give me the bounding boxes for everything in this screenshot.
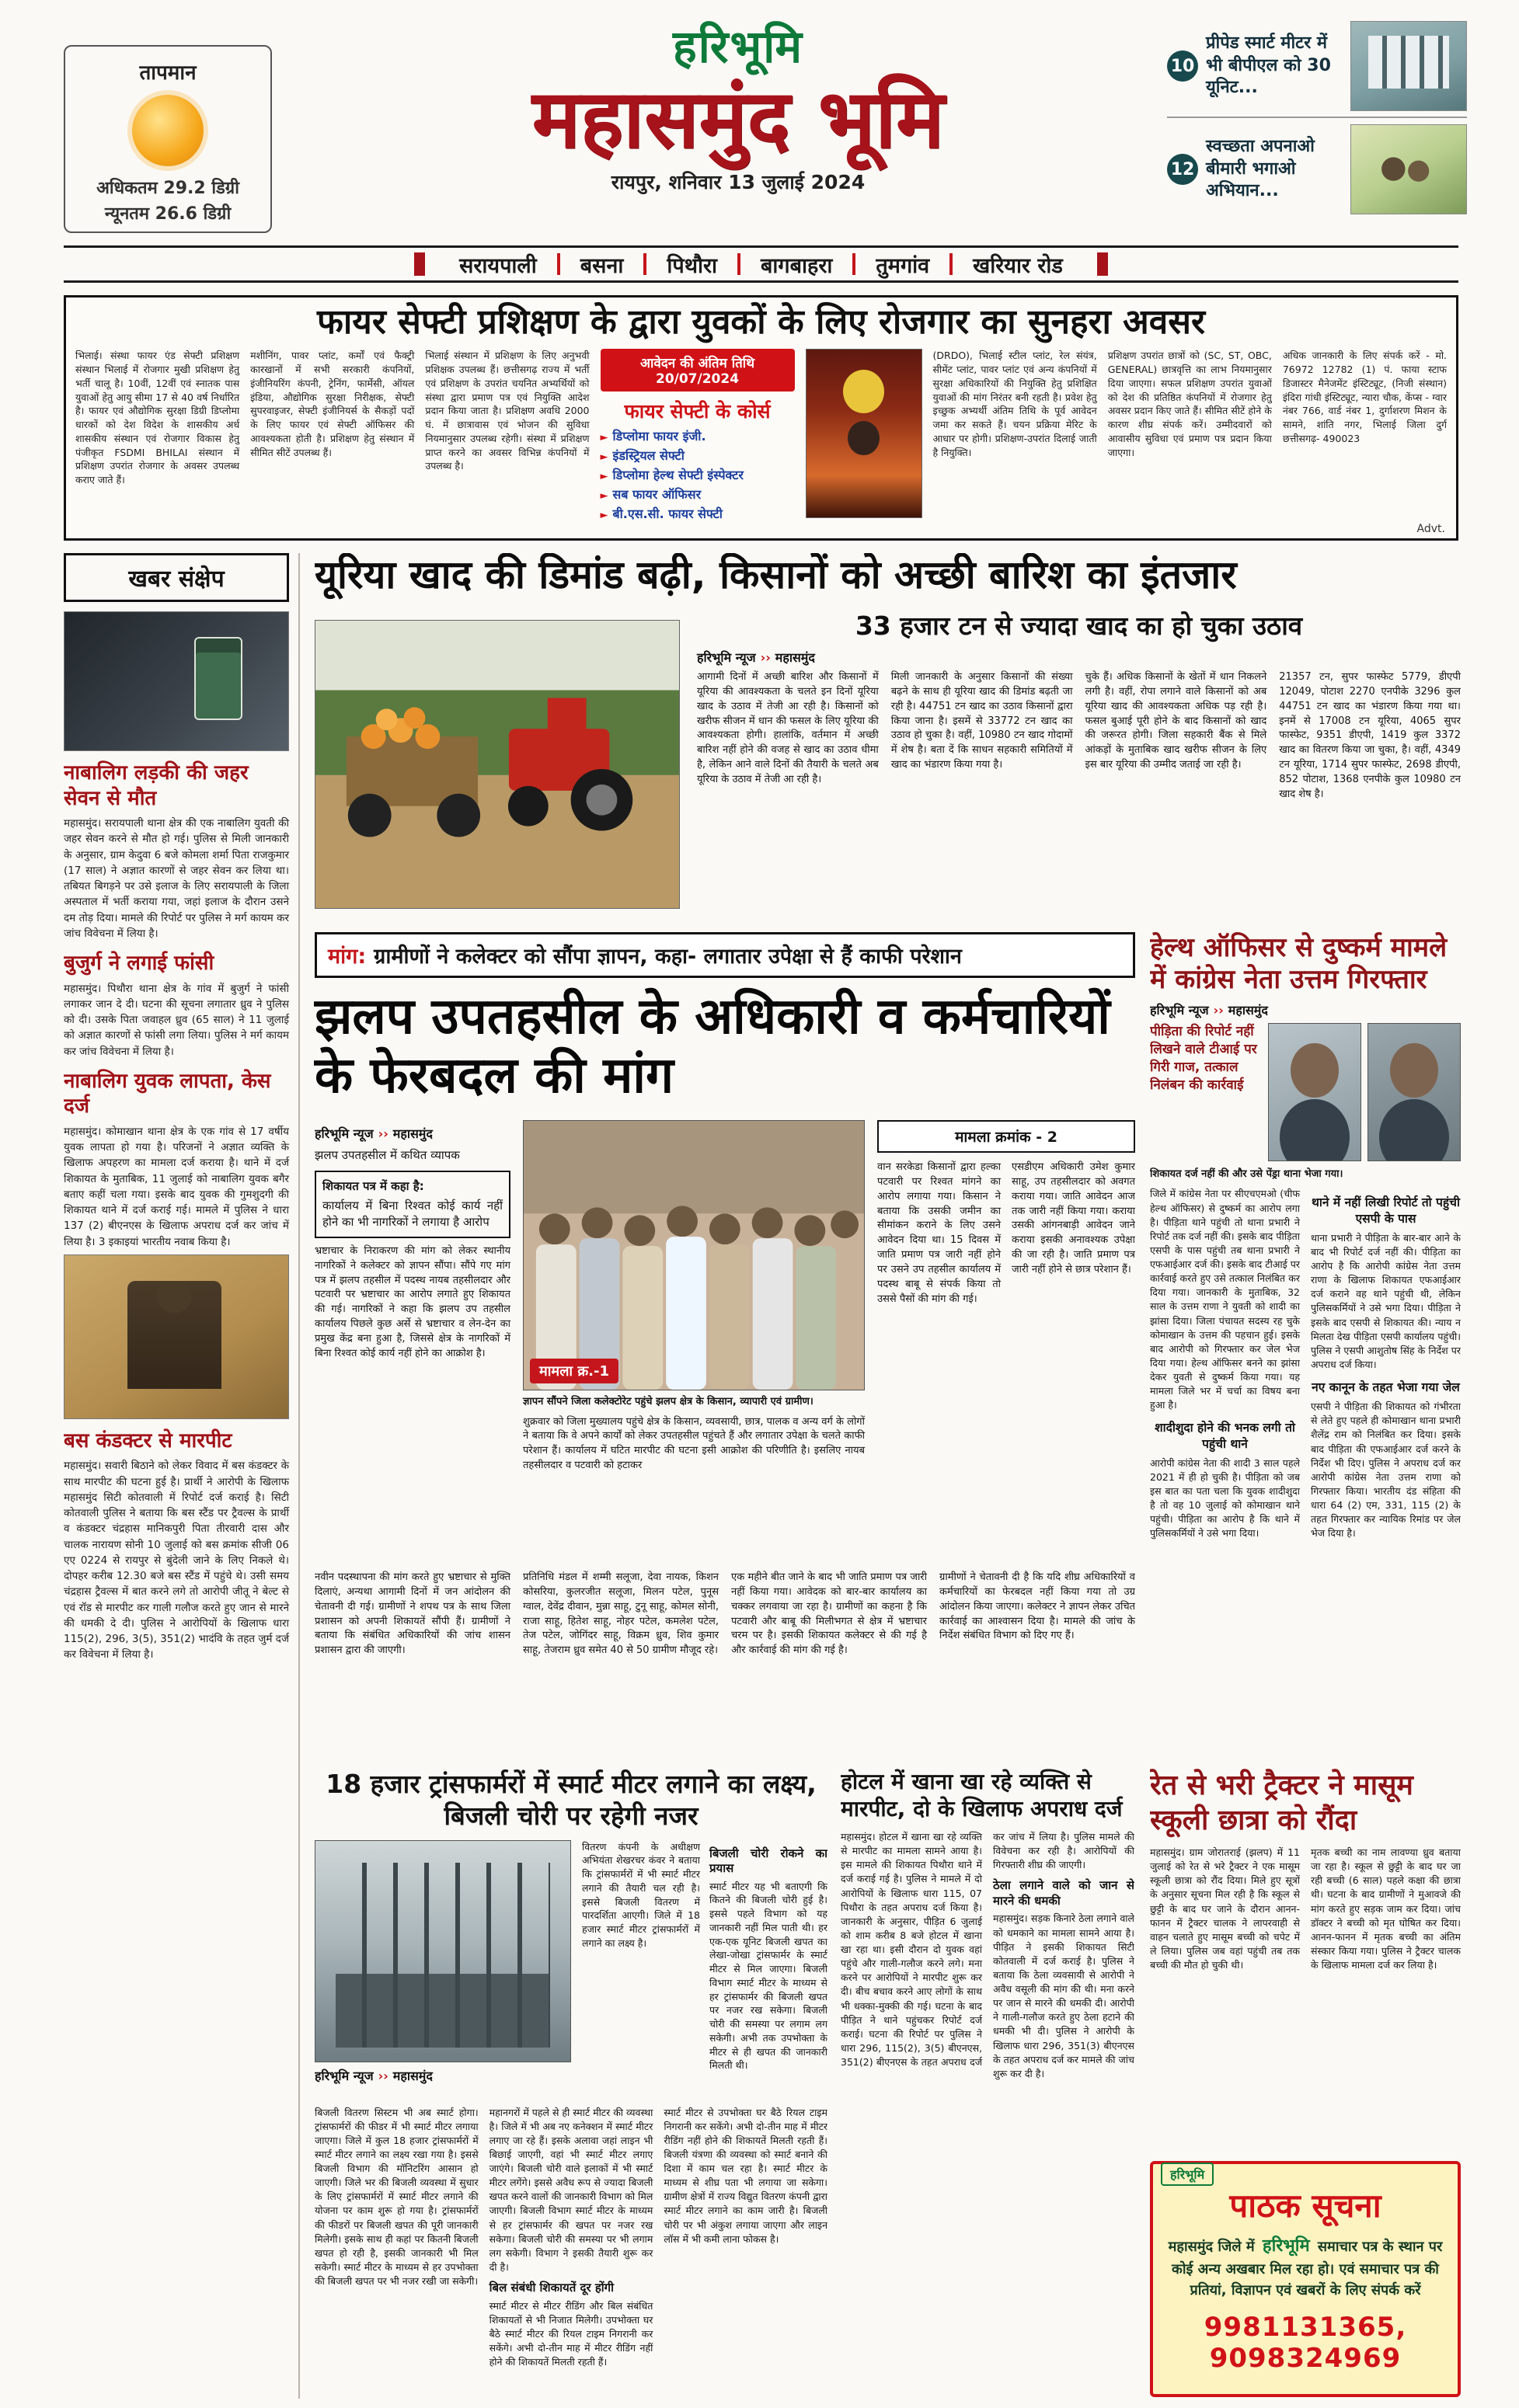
byline-arrows-icon: ››	[378, 1126, 388, 1141]
teaser-text: प्रीपेड स्मार्ट मीटर में भी बीपीएल को 30 यूनिट...	[1206, 33, 1331, 98]
fire-ad-text-col: (DRDO), भिलाई स्टील प्लांट, रेल संयंत्र, सीमेंट प्लांट, पावर प्लांट एवं अन्य कंपनियों में सुरक्षा अधिकारियों की नियुक्ति हेतु प्रशिक्षित युवाओं की मांग निरंतर बनी रहती है। प्रवेश हेतु इच्छुक अभ्यर्थी अंतिम तिथि के पूर्व आवेदन जमा कर सकते हैं। चयन प्रक्रिया मेरिट के आधार पर होगी। प्रशिक्षण-उपरांत दिलाई जाती है नियुक्ति।	[932, 350, 1097, 458]
notice-text: समाचार पत्र के स्थान पर कोई अन्य अखबार मिल रहा हो। एवं समाचार पत्र की प्रतियां, विज्ञापन एवं खबरों के लिए संपर्क करें	[1172, 2239, 1443, 2298]
notice-title: पाठक सूचना	[1229, 2187, 1381, 2225]
page-number-badge: 10	[1167, 50, 1198, 82]
complaint-box-text: कार्यालय में बिना रिश्वत कोई कार्य नहीं होने का भी नागरिकों ने लगाया है आरोप	[322, 1198, 503, 1229]
brand-logo: हरिभूमि	[672, 20, 804, 73]
brief-body: महासमुंद। सरायपाली थाना क्षेत्र की एक नाबालिग युवती की जहर सेवन करने से मौत हो गई। पुलिस से मिली जानकारी के अनुसार, ग्राम केदुवा 6 बजे कोमला शर्मा पिता राजकुमार (17 साल) ने अज्ञात कारणों से जहर सेवन कर लिया था। तबियत बिगड़ने पर उसे इलाज के लिए सरायपाली के जिला अस्पताल में भर्ती कराया गया, जहां इलाज के दौरान उसने दम तोड़ दिया। मामले की रिपोर्ट पर पुलिस ने मर्ग कायम कर जांच विवेचना में लिया है।	[64, 817, 289, 940]
body-text: जिले में कांग्रेस नेता पर सीएचएमओ (चीफ हेल्थ ऑफिसर) से दुष्कर्म का आरोप लगा है। पीड़िता थाने पहुंची तो थाना प्रभारी ने रिपोर्ट तक दर्ज नहीं की। इसके बाद पीड़िता एसपी के पास पहुंची तब थाना प्रभारी ने एफआईआर दर्ज की। इसके बाद टीआई पर कार्रवाई करते हुए उसे तत्काल निलंबित कर दिया गया। जानकारी के मुताबिक, 32 साल के उत्तम राणा ने युवती को शादी का झांसा दिया। जिला पंचायत सदस्य रह चुके कोमाखान के उत्तम की पहचान हुई। इसके बाद आरोपी को गिरफ्तार कर जेल भेज दिया गया। हेल्थ ऑफिसर बनने का झांसा देकर युवती से दुष्कर्म किया गया। यह मामला जिले भर में चर्चा का विषय बना हुआ है।	[1150, 1188, 1300, 1411]
body-text: भ्रष्टाचार के निराकरण की मांग को लेकर स्थानीय नागरिकों ने कलेक्टर को ज्ञापन सौंपा। सौंपे गए मांग पत्र में झलप तहसील में पदस्थ नायब तहसीलदार और पटवारी पर भ्रष्टाचार का आरोप लगाते हुए शिकायत की गई। नागरिकों ने कहा कि झलप उप तहसील कार्यालय पिछले कुछ अर्से से भ्रष्टाचार व लेन-देन का प्रमुख केंद्र बना हुआ है, जिससे क्षेत्र के नागरिकों में बिना रिश्वत कोई कार्य नहीं होने का आक्रोश है।	[315, 1244, 510, 1359]
body-text: आरोपी कांग्रेस नेता की शादी 3 साल पहले 2021 में ही हो चुकी है। पीड़िता को जब इस बात का पता चला कि युवक शादीशुदा है तो वह 10 जुलाई को कोमाखान थाने पहुंची। पीड़िता का आरोप है कि थाने में पुलिसकर्मियों ने उसे भगा दिया।	[1150, 1456, 1300, 1540]
temperature-box	[64, 45, 272, 233]
news-briefs-sidebar	[64, 553, 300, 2399]
body-text: स्मार्ट मीटर से मीटर रीडिंग और बिल संबंधित शिकायतों से भी निजात मिलेगी। उपभोक्ता घर बैठे स्मार्ट मीटर की रियल टाइम निगरानी कर सकेंगे। अभी दो-तीन माह में मीटर रीडिंग नहीं होने की शिकायतें मिलती रहती हैं।	[489, 2299, 653, 2368]
nav-item-bagbahara: बागबाहरा	[761, 253, 833, 278]
health-headline: हेल्थ ऑफिसर से दुष्कर्म मामले में कांग्रेस नेता उत्तम गिरफ्तार	[1150, 932, 1448, 996]
body-text: वितरण कंपनी के अधीक्षण अभियंता शेखरचर कंवर ने बताया कि ट्रांसफार्मरों में भी स्मार्ट मीटर लगाने की तैयारी चल रही है। इससे बिजली वितरण में पारदर्शिता आएगी। जिले में 18 हजार स्मार्ट मीटर ट्रांसफार्मरों में लगाने का लक्ष्य है।	[582, 1840, 700, 1949]
jhalap-headline: झलप उपतहसील के अधिकारी व कर्मचारियों के फेरबदल की मांग	[315, 988, 1110, 1105]
complaint-box-title: शिकायत पत्र में कहा है:	[322, 1178, 424, 1193]
teaser-item	[1167, 118, 1467, 221]
body-text: 21357 टन, सुपर फास्फेट 5779, डीएपी 12049, पोटाश 2270 एनपीके 3296 कुल 44751 टन खाद का भंडारण किया गया था। इनमें से 17008 टन यूरिया, 4065 सुपर फास्फेट, 9351 डीएपी, 1419 कुल 3372 खाद का वितरण किया जा चुका, है। वहीं, 4349 टन यूरिया, 1714 सुपर फास्फेट, 2698 डीएपी, 852 पोटाश, 1368 एनपीके कुल 10980 टन खाद शेष है।	[1279, 671, 1461, 800]
byline-arrows-icon: ››	[378, 2068, 388, 2083]
nav-item-khariar-road: खरियार रोड	[973, 253, 1063, 278]
bullet-icon: ►	[600, 509, 608, 521]
bullet-icon: ►	[600, 432, 608, 444]
health-officer-article	[1150, 932, 1461, 1757]
body-text: थाना प्रभारी ने पीड़िता के बार-बार आने के बाद भी रिपोर्ट दर्ज नहीं की। पीड़िता का आरोप है कि आरोपी कांग्रेस नेता उत्तम राणा के खिलाफ शिकायत एफआईआर दर्ज कराने वह थाने पहुंची थी, लेकिन पुलिसकर्मियों ने उसे भगा दिया। पीड़िता ने इसके बाद एसपी से शिकायत की। न्याय न मिलता देख पीड़िता एसपी कार्यालय पहुंची। पुलिस ने एसपी आशुतोष सिंह के निर्देश पर अपराध दर्ज किया।	[1311, 1231, 1461, 1370]
nav-item-saraipali: सरायपाली	[459, 253, 537, 278]
course-item: ► सब फायर ऑफिसर	[600, 486, 702, 502]
byline-agency: हरिभूमि न्यूज	[1150, 1002, 1209, 1018]
bullet-icon: ►	[600, 489, 608, 502]
fire-ad-text-col: भिलाई संस्थान में प्रशिक्षण के लिए अनुभवी प्रशिक्षक उपलब्ध हैं। छत्तीसगढ़ राज्य में भर्ती एवं प्रशिक्षण के उपरांत चयनित अभ्यर्थियों को संस्था द्वारा प्रमाण पत्र एवं नियुक्ति आदेश प्रदान किया जाता है। प्रशिक्षण अवधि 2000 घं. में छात्रावास एवं भोजन की सुविधा नियमानुसार उपलब्ध रहेगी। संस्था में प्रशिक्षण प्राप्त करने का अवसर विभिन्न कंपनियों में उपलब्ध है।	[425, 350, 590, 472]
nav-end-cap	[1097, 252, 1108, 276]
notice-body	[1164, 2233, 1447, 2301]
poison-bottle-photo	[64, 611, 289, 751]
byline-location: महासमुंद	[775, 650, 815, 665]
lede: झलप उपतहसील में कथित व्यापक	[315, 1148, 460, 1163]
complaint-box	[315, 1171, 510, 1238]
officer-portrait-photo	[1367, 1023, 1461, 1161]
briefs-title: खबर संक्षेप	[64, 553, 289, 602]
fire-ad-text-col: अधिक जानकारी के लिए संपर्क करें - मो. 76972 12782 (1) पं. फाया स्टाफ डिजास्टर मैनेजमेंट इंस्टिट्यूट, (निजी संस्थान) इंदिरा गांधी इंस्टिट्यूट, न्यारा चौक, केंप्स - ग्वार नंबर 766, वार्ड नंबर 1, दुर्गाशरण मिशन के सामने, शांति नगर, भिलाई जिला दुर्ग छत्तीसगढ़- 490023	[1282, 350, 1447, 444]
nav-item-pithora: पिथौरा	[667, 253, 717, 278]
fire-ad-headline: फायर सेफ्टी प्रशिक्षण के द्वारा युवकों के लिए रोजगार का सुनहरा अवसर	[316, 302, 1205, 342]
subhead: थाने में नहीं लिखी रिपोर्ट तो पहुंची एसपी के पास	[1312, 1195, 1460, 1226]
page-number-badge: 12	[1167, 154, 1198, 185]
tractor-fertilizer-photo	[315, 620, 680, 909]
body-text: मिली जानकारी के अनुसार किसानों की संख्या बढ़ने के साथ ही यूरिया खाद की डिमांड बढ़ती जा रही है। 44751 टन खाद का उठाव किसानों द्वारा किया जाना है। इसमें से 33772 टन खाद का उठाव हो चुका है। वहीं, 10980 टन खाद गोदामों में शेष है। बता दें कि साधन सहकारी समितियों में खाद का भंडारण किया गया है।	[890, 671, 1073, 771]
section-nav	[64, 245, 1458, 283]
accused-portrait-photo	[1268, 1023, 1361, 1161]
brief-headline: नाबालिग युवक लापता, केस दर्ज	[64, 1069, 271, 1119]
masthead	[334, 14, 1142, 195]
hotel-headline: होटल में खाना खा रहे व्यक्ति से मारपीट, दो के खिलाफ अपराध दर्ज	[841, 1769, 1123, 1822]
smart-meter-teaser-photo	[1350, 21, 1467, 111]
course-item: ► डिप्लोमा फायर इंजी.	[600, 429, 706, 444]
fire-ad-text-col: भिलाई। संस्था फायर एंड सेफ्टी प्रशिक्षण संस्थान भिलाई में रोजगार मुखी प्रशिक्षण हेतु भर्ती चालू है। 10वीं, 12वीं एवं स्नातक पास युवाओं हेतु आयु सीमा 17 से 40 वर्ष निर्धारित है। फायर एवं औद्योगिक सुरक्षा डिग्री डिप्लोमा धारकों को देश विदेश के शासकीय अर्ध शासकीय संस्थान एवं रोजगार विकास हेतु पंजीकृत FSDMI BHILAI संस्थान में प्रशिक्षण उपरांत रोजगार के अवसर उपलब्ध कराए जाते हैं।	[75, 350, 240, 486]
jhalap-continuation	[315, 1571, 1135, 1757]
tractor-headline: रेत से भरी ट्रैक्टर ने मासूम स्कूली छात्रा को रौंदा	[1150, 1769, 1413, 1836]
temperature-title: तापमान	[139, 61, 197, 85]
brief-headline: बुजुर्ग ने लगाई फांसी	[64, 952, 214, 975]
body-text: महासमुंद। होटल में खाना खा रहे व्यक्ति से मारपीट का मामला सामने आया है। इस मामले की शिकायत पिथौरा थाने में दर्ज कराई गई है। पुलिस ने मामले में दो आरोपियों के खिलाफ धारा 115, 07 पिथौरा के तहत अपराध दर्ज किया है। जानकारी के अनुसार, पीड़ित 6 जुलाई को शाम करीब 8 बजे होटल में खाना खा रहा था। इसी दौरान दो युवक वहां पहुंचे और गाली-गलौज करने लगे। मना करने पर आरोपियों ने मारपीट शुरू कर दी। बीच बचाव करने आए लोगों के साथ भी धक्का-मुक्की की गई। घटना के बाद पीड़ित ने थाने पहुंचकर रिपोर्ट दर्ज कराई। घटना की रिपोर्ट पर पुलिस ने धारा 296, 115(2), 3(5) बीएनएस, 351(2) बीएनएस के तहत अपराध दर्ज कर जांच में लिया है। पुलिस मामले की विवेचना कर रही है। आरोपियों की गिरफ्तारी शीघ्र की जाएगी।	[841, 1831, 1134, 2068]
tractor-photo-graphic	[315, 621, 679, 908]
body-text: स्मार्ट मीटर से उपभोक्ता घर बैठे रियल टाइम निगरानी कर सकेंगे। अभी दो-तीन माह में मीटर रीडिंग नहीं होने की शिकायतें मिलती रहती हैं। बिजली यंत्रणा की व्यवस्था को स्मार्ट बनाने की दिशा में काम चल रहा है। स्मार्ट मीटर के माध्यम से शीघ्र पता भी लगाया जा सकेगा। ग्रामीण क्षेत्रों में राज्य विद्युत वितरण कंपनी द्वारा स्मार्ट मीटर लगाने का काम जारी है। बिजली चोरी पर भी अंकुश लगाया जाएगा और लाइन लॉस में भी कमी लाना फोकस है।	[664, 2106, 827, 2245]
byline	[1150, 1001, 1461, 1018]
firefighter-photo	[806, 349, 922, 518]
body-text: मृतक बच्ची का नाम लावण्या ध्रुव बताया जा रहा है। स्कूल से छुट्टी के बाद घर जा रही बच्ची (6 साल) पहले कक्षा की छात्रा थी। घटना के बाद ग्रामीणों ने मुआवजे की मांग करते हुए सड़क जाम कर दिया। जांच डॉक्टर ने बच्ची को मृत घोषित कर दिया। आनन-फानन में मृतक बच्ची का अंतिम संस्कार किया गया। पुलिस ने ट्रैक्टर चालक के खिलाफ मामला दर्ज कर लिया है।	[1311, 1846, 1461, 1971]
body-text: चुके हैं। अधिक किसानों के खेतों में धान निकलने लगी है। वहीं, रोपा लगाने वाले किसानों को अब यूरिया खाद की आवश्यकता अधिक पड़ रही है। फसल बुआई पूरी होने के बाद किसानों को खाद की जरूरत होगी। जिला सहकारी बैंक से मिले आंकड़ों के मुताबिक खाद खरीफ सीजन के लिए इस बार यूरिया की उम्मीद जताई जा रही है।	[1085, 671, 1267, 771]
subhead: बिजली चोरी रोकने का प्रयास	[709, 1846, 827, 1875]
cleanliness-teaser-photo	[1350, 124, 1467, 214]
bullet-icon: ►	[600, 470, 608, 482]
temp-max: अधिकतम 29.2 डिग्री	[96, 179, 239, 198]
course-item: ► इंडस्ट्रियल सेफ्टी	[600, 448, 685, 464]
byline	[697, 649, 1461, 666]
meter-headline: 18 हजार ट्रांसफार्मरों में स्मार्ट मीटर लगाने का लक्ष्य, बिजली चोरी पर रहेगी नजर	[326, 1769, 817, 1832]
notice-line1: महासमुंद जिले में	[1168, 2239, 1255, 2255]
photo-caption: शिकायत दर्ज नहीं की और उसे पेंड्रा थाना भेजा गया।	[1150, 1167, 1343, 1180]
contact-phone-numbers: 9981131365, 9098324969	[1204, 2312, 1407, 2374]
body-text: आगामी दिनों में अच्छी बारिश और किसानों में यूरिया की आवश्यकता के चलते इन दिनों यूरिया खाद के उठाव में तेजी आ रही है। किसानों को खरीफ सीजन में धान की फसल के लिए यूरिया की आवश्यकता होगी। हालांकि, वर्तमान में अच्छी बारिश नहीं होने की वजह से खाद का उठाव धीमा है, लेकिन आने वाले दिनों की तैयारी के चलते अब यूरिया के उठाव में तेजी आ रही है।	[697, 671, 879, 785]
byline-location: महासमुंद	[392, 2068, 433, 2083]
brief-body: महासमुंद। पिथौरा थाना क्षेत्र के गांव में बुजुर्ग ने फांसी लगाकर जान दे दी। घटना की सूचना लगातार ध्रुव ने पुलिस को दी। उसके पिता जवाहल ध्रुव (65 साल) ने 11 जुलाई को अज्ञात कारणों से फांसी लगा लिया। पुलिस ने मर्ग कायम कर जांच विवेचना में लिया है।	[64, 982, 289, 1058]
hotel-assault-article	[841, 1768, 1134, 2399]
byline-location: महासमुंद	[1228, 1002, 1268, 1018]
course-item: ► डिप्लोमा हेल्थ सेफ्टी इंस्पेक्टर	[600, 467, 744, 482]
body-text: एसपी ने पीड़िता की शिकायत को गंभीरता से लेते हुए पहले ही कोमाखान थाना प्रभारी शैलेंद्र राम को निलंबित कर दिया। इसके बाद पीड़िता की एफआईआर दर्ज करने के निर्देश भी दिए। पुलिस ने अपराध दर्ज कर आरोपी कांग्रेस नेता उत्तम राणा को गिरफ्तार किया। भारतीय दंड संहिता की धारा 64 (2) एम, 331, 115 (2) के तहत गिरफ्तार कर न्यायिक रिमांड पर जेल भेज दिया है।	[1311, 1401, 1461, 1540]
body-text: ग्रामीणों ने चेतावनी दी है कि यदि शीघ्र अधिकारियों व कर्मचारियों का फेरबदल नहीं किया गया तो उग्र आंदोलन किया जाएगा। कलेक्टर ने ज्ञापन लेकर उचित कार्रवाई का आश्वासन दिया है। मामले की जांच के निर्देश संबंधित विभाग को दिए गए हैं।	[939, 1571, 1135, 1642]
brief-body: महासमुंद। कोमाखान थाना क्षेत्र के एक गांव से 17 वर्षीय युवक लापता हो गया है। परिजनों ने अज्ञात व्यक्ति के खिलाफ अपहरण का मामला दर्ज कराया है। थाने में दर्ज शिकायत के मुताबिक, 11 जुलाई को नाबालिग युवक बगैर बताए कहीं चला गया। इसके बाद युवक की गुमशुदगी की शिकायत थाने में दर्ज कराई गई। मामले में पुलिस ने धारा 137 (2) बीएनएस के खिलाफ अपराध दर्ज कर जांच में लिया है। 3 इकाइयां भारतीय नवाब किया है।	[64, 1125, 289, 1248]
case-two-tag: मामला क्रमांक - 2	[877, 1120, 1135, 1153]
nav-item-tumgaon: तुमगांव	[876, 253, 930, 278]
byline-arrows-icon: ››	[1213, 1002, 1224, 1018]
teaser-item	[1167, 16, 1467, 118]
byline-agency: हरिभूमि न्यूज	[315, 1126, 374, 1141]
substation-photo	[315, 1840, 571, 2062]
body-text: स्मार्ट मीटर यह भी बताएगी कि कितने की बिजली चोरी हुई है। इससे पहले विभाग को यह जानकारी नहीं मिल पाती थी। हर एक-एक यूनिट बिजली खपत का लेखा-जोखा ट्रांसफार्मर के स्मार्ट मीटर से मिल जाएगा। बिजली विभाग स्मार्ट मीटर के माध्यम से हर ट्रांसफार्मर की बिजली खपत पर नजर रख सकेगा। बिजली चोरी की समस्या पर लगाम लग सकेगी। अभी तक उपभोक्ता के मीटर से ही खपत की जानकारी मिलती थी।	[709, 1880, 827, 2072]
byline-agency: हरिभूमि न्यूज	[697, 650, 756, 665]
teaser-text: स्वच्छता अपनाओ बीमारी भगाओ अभियान...	[1206, 137, 1315, 201]
photo-caption: ज्ञापन सौंपने जिला कलेक्टोरेट पहुंचे झलप क्षेत्र के किसान, व्यापारी एवं ग्रामीण।	[523, 1396, 814, 1408]
brief-headline: नाबालिग लड़की की जहर सेवन से मौत	[64, 761, 249, 810]
jhalap-kicker	[315, 932, 1135, 978]
header-teasers	[1167, 16, 1467, 221]
case-one-tag: मामला क्र.-1	[530, 1359, 618, 1383]
page-title: महासमुंद भूमि	[531, 71, 945, 166]
nav-item-basna: बसना	[580, 253, 624, 278]
urea-article	[315, 553, 1461, 924]
body-text: प्रतिनिधि मंडल में शम्मी सलूजा, देवा नायक, किशन कोसरिया, कुलरजीत सलूजा, मिलन पटेल, पुनूस ग्वाल, देवेंद्र दीवान, मुन्ना साहू, टुनू साहू, कोमल सोनी, राजा साहू, हितेश साहू, नोहर पटेल, कमलेश पटेल, तेज पटेल, जोगिंदर साहू, विक्रम ध्रुव, शिव कुमार साहू, तेजराम ध्रुव समेत 40 से 50 ग्रामीण मौजूद रहे।	[523, 1571, 719, 1657]
suspension-highlight-text: पीड़िता की रिपोर्ट नहीं लिखने वाले टीआई पर गिरी गाज, तत्काल निलंबन की कार्रवाई	[1150, 1023, 1257, 1093]
application-deadline: आवेदन की अंतिम तिथि 20/07/2024	[601, 349, 795, 391]
byline-agency: हरिभूमि न्यूज	[315, 2068, 374, 2083]
reader-notice-box	[1150, 2161, 1461, 2397]
temp-min: न्यूनतम 26.6 डिग्री	[104, 204, 232, 224]
fire-course-box	[601, 349, 795, 521]
byline	[315, 2067, 571, 2084]
kicker-text: ग्रामीणों ने कलेक्टर को सौंपा ज्ञापन, कहा- लगातार उपेक्षा से हैं काफी परेशान	[374, 945, 962, 969]
body-text: महासमुंद। सड़क किनारे ठेला लगाने वाले को धमकाने का मामला सामने आया है। पीड़ित ने इसकी शिकायत सिटी कोतवाली में दर्ज कराई है। पुलिस ने बताया कि ठेला व्यवसायी से आरोपी ने अवैध वसूली की मांग की थी। मना करने पर जान से मारने की धमकी दी। आरोपी ने गाली-गलौज करते हुए ठेला हटाने की धमकी भी दी। पुलिस ने आरोपी के खिलाफ धारा 296, 351(3) बीएनएस के तहत अपराध दर्ज कर मामले की जांच शुरू कर दी है।	[993, 1912, 1134, 2079]
group-photo-graphic	[524, 1121, 864, 1390]
byline-arrows-icon: ››	[760, 650, 771, 665]
advt-label: Advt.	[1416, 523, 1445, 535]
fire-ad-text-col: प्रशिक्षण उपरांत छात्रों को (SC, ST, OBC, GENERAL) छात्रवृत्ति का लाभ नियमानुसार दिया जाएगा। सफल प्रशिक्षण उपरांत युवाओं को देश की प्रतिष्ठित कंपनियों में रोजगार हेतु अवसर प्रदान किए जाते हैं। सीमित सीटें होने के कारण शीघ्र संपर्क करें। उम्मीदवारों को आवासीय सुविधा एवं प्रमाण पत्र प्रदान किया जाएगा।	[1107, 350, 1272, 458]
subhead: बिल संबंधी शिकायतें दूर होंगी	[489, 2281, 615, 2295]
body-text: नवीन पदस्थापना की मांग करते हुए भ्रष्टाचार से मुक्ति दिलाएं, अन्यथा आगामी दिनों में जन आंदोलन की चेतावनी दी गई। ग्रामीणों ने शपथ पत्र के साथ जिला प्रशासन को अपनी शिकायतें सौंपी हैं। ग्रामीणों ने बताया कि संबंधित अधिकारियों की जांच शासन प्रशासन द्वारा की जाएगी।	[315, 1571, 510, 1657]
jhalap-article	[315, 1120, 1135, 1560]
urea-headline: यूरिया खाद की डिमांड बढ़ी, किसानों को अच्छी बारिश का इंतजार	[315, 553, 1237, 597]
notice-brand: हरिभूमि	[1262, 2236, 1310, 2256]
body-text: महासमुंद। ग्राम जोरातराई (झलप) में 11 जुलाई को रेत से भरे ट्रैक्टर ने एक मासूम स्कूली छात्रा को रौंद दिया। मिले हुए सूत्रों के अनुसार सूचना मिल रही है कि स्कूल से छुट्टी के बाद घर जाने के दौरान आनन-फानन में ट्रैक्टर चालक ने लापरवाही से वाहन चलाते हुए मासूम बच्ची को चपेट में ले लिया। पुलिस जब वहां पहुंची तब तक बच्ची की मौत हो चुकी थी।	[1150, 1846, 1300, 1971]
nav-end-cap	[414, 252, 425, 276]
fire-safety-ad	[64, 295, 1458, 541]
smart-meter-article	[315, 1768, 827, 2399]
subhead: नए कानून के तहत भेजा गया जेल	[1312, 1380, 1460, 1395]
body-text: एसडीएम अधिकारी उमेश कुमार साहू, उप तहसीलदार को अवगत कराया गया। जाति आवेदन आज तक जारी नहीं किया गया। कराया उसकी आंगनबाड़ी आवेदन जाने कराया इसकी अनावश्यक उपेक्षा की जा रही है। जाति प्रमाण पत्र जारी नहीं होने से छात्र परेशान हैं।	[1012, 1161, 1135, 1275]
tractor-accident-article	[1150, 1768, 1461, 2150]
course-item: ► बी.एस.सी. फायर सेफ्टी	[600, 506, 723, 521]
body-text: बिजली वितरण सिस्टम भी अब स्मार्ट होगा। ट्रांसफार्मरों की फीडर में भी स्मार्ट मीटर लगाया जाएगा। जिले में कुल 18 हजार ट्रांसफार्मरों में स्मार्ट मीटर लगाने का लक्ष्य रखा गया है। इससे बिजली विभाग की मॉनिटरिंग आसान हो जाएगी। जिले भर की बिजली व्यवस्था में सुधार के लिए ट्रांसफार्मरों में स्मार्ट मीटर लगाने की योजना पर काम शुरू हो गया है। ट्रांसफार्मरों की फीडरों पर बिजली खपत की पूरी जानकारी मिलेगी। इसके साथ ही कहां पर कितनी बिजली खपत हो रही है, इसकी जानकारी भी मिल सकेगी। स्मार्ट मीटर के माध्यम से हर उपभोक्ता की बिजली खपत पर भी नजर रखी जा सकेगी।	[315, 2106, 479, 2287]
urea-subhead: 33 हजार टन से ज्यादा खाद का हो चुका उठाव	[855, 611, 1303, 641]
brand-tag: हरिभूमि	[1161, 2163, 1214, 2186]
sun-icon	[132, 95, 204, 166]
subhead: शादीशुदा होने की भनक लगी तो पहुंची थाने	[1155, 1421, 1295, 1451]
byline	[315, 1125, 510, 1143]
byline-location: महासमुंद	[392, 1126, 433, 1141]
illustration-photo	[64, 1254, 289, 1419]
body-text: एक महीने बीत जाने के बाद भी जाति प्रमाण पत्र जारी नहीं किया गया। आवेदक को बार-बार कार्यालय का चक्कर लगवाया जा रहा है। ग्रामीणों का कहना है कि पटवारी और बाबू की मिलीभगत से क्षेत्र में भ्रष्टाचार चरम पर है। इसकी शिकायत कलेक्टर से की गई है और कार्रवाई की मांग की गई है।	[731, 1571, 927, 1657]
bullet-icon: ►	[600, 451, 608, 464]
brief-headline: बस कंडक्टर से मारपीट	[64, 1428, 232, 1453]
body-text: वान सरकेडा किसानों द्वारा हल्का पटवारी पर रिश्वत मांगने का आरोप लगाया गया। किसान ने बताया कि उसकी जमीन का सीमांकन कराने के लिए उसने आवेदन दिया था। 15 दिवस में जाति प्रमाण पत्र जारी नहीं होने पर उसने उप तहसील कार्यालय में पदस्थ बाबू से संपर्क किया तो उससे पैसों की मांग की गई।	[877, 1161, 1001, 1305]
body-text: शुक्रवार को जिला मुख्यालय पहुंचे क्षेत्र के किसान, व्यवसायी, छात्र, पालक व अन्य वर्ग के लोगों ने बताया कि वे अपने कार्यों को लेकर उपतहसील पहुंचते हैं और लगातार उपेक्षा के चलते काफी परेशान हैं। कार्यालय में घटित मारपीट की घटना इसी आक्रोश की परिणीति है। इसलिए नायब तहसीलदार व पटवारी को हटाकर	[523, 1415, 865, 1472]
course-box-title: फायर सेफ्टी के कोर्स	[624, 400, 771, 423]
brief-body: महासमुंद। सवारी बिठाने को लेकर विवाद में बस कंडक्टर के साथ मारपीट की घटना हुई है। प्रार्थी ने आरोपी के खिलाफ महासमुंद सिटी कोतवाली में रिपोर्ट दर्ज कराई है। सिटी कोतवाली पुलिस ने बताया कि बस स्टैंड पर ट्रैवल्स के प्रार्थी व कंडक्टर चंद्रहास मानिकपुरी पिता तीरवारी दास और चालक नारायण सोनी 10 जुलाई को बस क्रमांक सीजी 06 एए 0224 से रायपुर से बुंदेली जाने के लिए निकले थे। दोपहर करीब 12.30 बजे बस स्टैंड में पहुंचे थे। उसी समय चंद्रहास ट्रैवल्स में बात करने लगे तो आरोपी जीतू ने बेल्ट से एवं रॉड से मारपीट कर गाली गलौज करते हुए जान से मारने की धमकी दे दी। पुलिस ने आरोपियों के खिलाफ धारा 115(2), 296, 3(5), 351(2) भादंवि के तहत जुर्म दर्ज कर विवेचना में लिया है।	[64, 1460, 289, 1662]
dateline: रायपुर, शनिवार 13 जुलाई 2024	[611, 171, 866, 194]
kicker-label: मांग:	[328, 945, 367, 969]
body-text: महानगरों में पहले से ही स्मार्ट मीटर की व्यवस्था है। जिले में भी अब नए कनेक्शन में स्मार्ट मीटर लगाए जा रहे हैं। इसके अलावा जहां लाइन भी बिछाई जाएगी, वहां भी स्मार्ट मीटर लगाए जाएंगे। बिजली चोरी वाले इलाकों में भी स्मार्ट मीटर लगेंगे। इससे अवैध रूप से ज्यादा बिजली खपत करने वालों की जानकारी विभाग को मिल जाएगी। बिजली विभाग स्मार्ट मीटर के माध्यम से हर ट्रांसफार्मर की खपत पर नजर रख सकेगा। बिजली चोरी की समस्या पर भी लगाम लग सकेगी। विभाग ने इसकी तैयारी शुरू कर दी है।	[489, 2106, 653, 2273]
subhead: ठेला लगाने वाले को जान से मारने की धमकी	[993, 1878, 1134, 1908]
fire-ad-text-col: मशीनिंग, पावर प्लांट, कर्मों एवं फैक्ट्री कारखानों में सभी सरकारी कंपनियों, इंजीनियरिंग कंपनी, ट्रेनिंग, फार्मेसी, ऑयल इंडिया, औद्योगिक सुरक्षा निरीक्षक, सेफ्टी सुपरवाइजर, सेफ्टी इंजीनियर्स के सैकड़ों पदों के लिए फायर एवं सेफ्टी ऑफिसर की आवश्यकता होती है। प्रशिक्षण हेतु संस्थान में सीमित सीटें उपलब्ध हैं।	[250, 350, 415, 458]
villagers-group-photo	[523, 1120, 865, 1390]
